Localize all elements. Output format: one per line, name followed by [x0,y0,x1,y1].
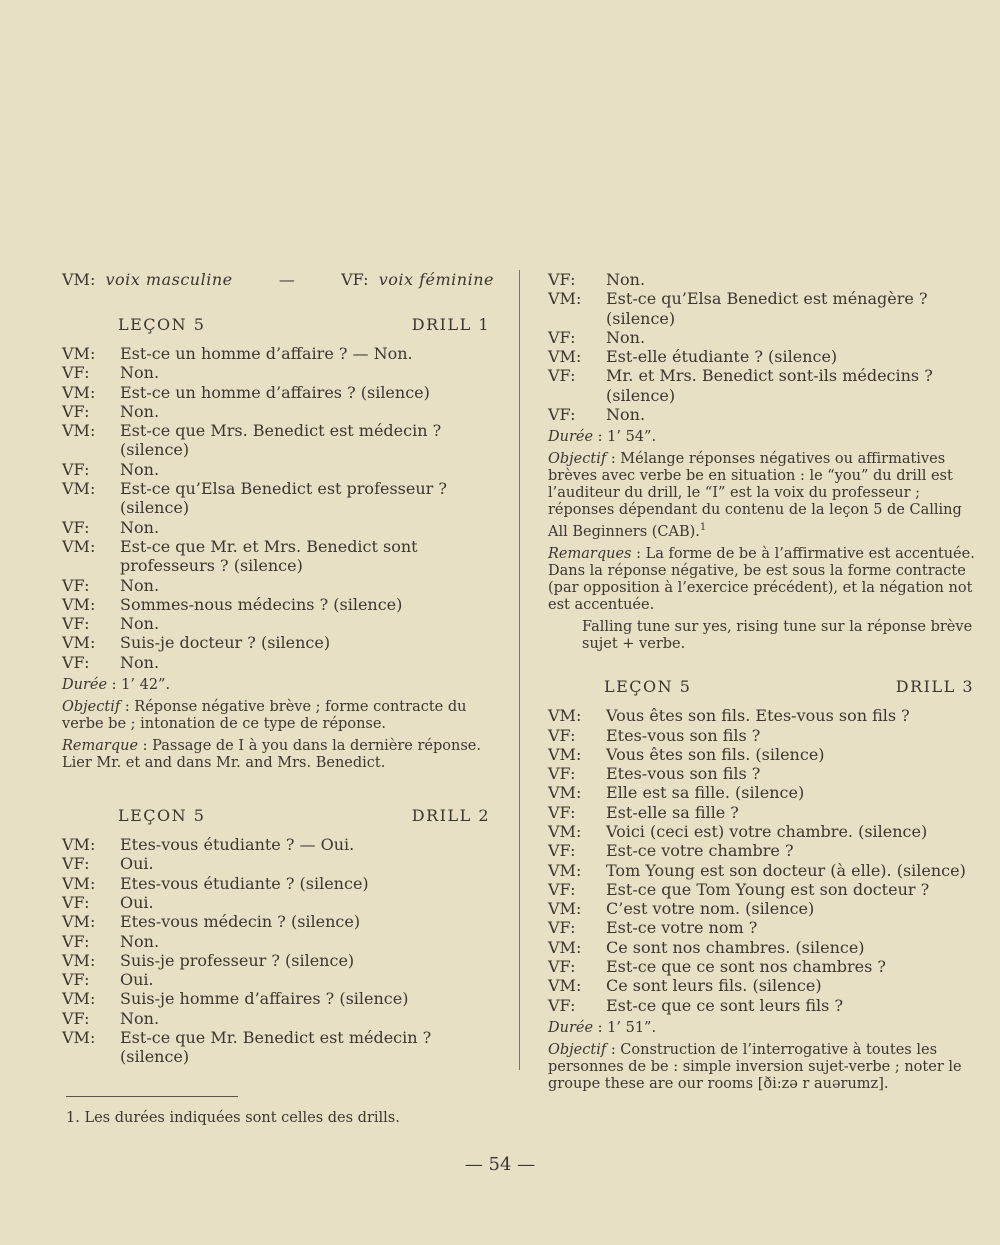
speaker-label: VM: [548,706,582,726]
speaker-label: VF: [548,995,576,1015]
speaker-label: VM: [548,347,582,367]
dialogue-line [62,614,494,633]
speaker-label: VF: [548,879,576,899]
dialogue-line [62,421,494,460]
dialogue-text: Oui. [120,854,154,874]
dialogue-text: Non. [120,517,160,537]
dialogue-line [548,803,978,822]
dialogue-line [548,996,978,1015]
drill2-remarques-2: Falling tune sur yes, rising tune sur la réponse brève sujet + verbe. [582,619,973,653]
dialogue-line [62,932,494,951]
speaker-label: VM: [62,421,96,441]
drill1-header [118,315,490,334]
dialogue-text: Etes-vous médecin ? (silence) [120,912,361,932]
dialogue-text: Etes-vous étudiante ? (silence) [120,873,369,893]
drill2-objectif: Objectif : Mélange réponses négatives ou affirmatives brèves avec verbe be en situation : le “you” du drill est l’auditeur du drill, le “I” est la voix du professeur ; réponses dépendant du contenu de la leçon 5 de Calling All Beginners (CAB).$^1$ [548,451,962,541]
dialogue-text: Non. [120,614,160,634]
dialogue-text: Etes-vous son fils ? [606,725,761,745]
drill1-objectif: Objectif : Réponse négative brève ; forme contracte du verbe be ; intonation de ce type de réponse. [62,699,467,733]
dialogue-line [62,576,494,595]
speaker-label: VF: [62,854,90,874]
dialogue-text: Mr. et Mrs. Benedict sont-ils médecins ? (silence) [606,366,933,405]
dialogue-line [62,653,494,672]
dialogue-line [548,289,978,328]
dialogue-line [62,383,494,402]
dialogue-text: Est-ce qu’Elsa Benedict est ménagère ? (silence) [606,289,928,328]
dialogue-line [548,706,978,725]
dialogue-text: Voici (ceci est) votre chambre. (silence) [606,821,928,841]
dialogue-line [62,537,494,576]
speaker-label: VM: [62,1028,96,1048]
dialogue-line [62,344,494,363]
dialogue-text: Etes-vous étudiante ? — Oui. [120,835,355,855]
dialogue-text: Est-ce que Mrs. Benedict est médecin ? (silence) [120,421,442,460]
dialogue-text: Non. [120,652,160,672]
drill1-number: DRILL 1 [411,315,490,334]
dialogue-text: Oui. [120,970,154,990]
speaker-label: VF: [62,931,90,951]
dialogue-text: Est-ce que ce sont nos chambres ? [606,957,886,977]
dialogue-text: Tom Young est son docteur (à elle). (silence) [606,860,966,880]
legend-dash: — [278,270,295,289]
legend-vf: VF: voix féminine [341,270,494,289]
dialogue-text: Est-ce que ce sont leurs fils ? [606,995,844,1015]
dialogue-line [62,874,494,893]
speaker-label: VM: [548,976,582,996]
speaker-label: VM: [62,950,96,970]
dialogue-line [548,270,978,289]
dialogue-line [548,918,978,937]
dialogue-line [548,841,978,860]
dialogue-line [62,402,494,421]
speaker-label: VF: [548,802,576,822]
speaker-label: VM: [62,912,96,932]
dialogue-line [62,989,494,1008]
speaker-label: VM: [62,382,96,402]
dialogue-line [62,951,494,970]
dialogue-line [62,363,494,382]
footnote: 1. Les durées indiquées sont celles des drills. [66,1110,400,1126]
dialogue-text: Est-ce qu’Elsa Benedict est professeur ? (silence) [120,479,447,518]
dialogue-line [548,745,978,764]
dialogue-text: Est-ce que Mr. Benedict est médecin ? (silence) [120,1028,432,1067]
drill3-lesson: LEÇON 5 [604,677,692,697]
dialogue-line [62,835,494,854]
speaker-label: VF: [62,892,90,912]
drill3-lines [548,706,978,1015]
drill2-number: DRILL 2 [411,806,490,826]
dialogue-line [548,726,978,745]
drill3-objectif: Objectif : Construction de l’interrogative à toutes les personnes de be : simple inversion sujet-verbe ; noter le groupe these are our rooms [ði:zə r auərumz]. [548,1041,962,1092]
dialogue-text: Suis-je homme d’affaires ? (silence) [120,989,409,1009]
dialogue-line [548,880,978,899]
dialogue-text: Suis-je docteur ? (silence) [120,633,331,653]
speaker-label: VM: [548,899,582,919]
dialogue-text: Est-ce que Mr. et Mrs. Benedict sont professeurs ? (silence) [120,536,418,576]
column-divider [519,270,520,1070]
dialogue-line [548,976,978,995]
speaker-label: VF: [548,841,576,861]
dialogue-text: Non. [606,270,646,289]
dialogue-line [62,970,494,989]
speaker-label: VF: [62,363,90,383]
speaker-label: VM: [548,937,582,957]
dialogue-line [548,366,978,405]
dialogue-text: Ce sont nos chambres. (silence) [606,937,865,957]
dialogue-text: Est-ce un homme d’affaires ? (silence) [120,382,430,402]
speaker-label: VF: [548,270,576,289]
speaker-label: VM: [548,821,582,841]
drill2-duree: Durée : 1’ 54”. [548,429,657,446]
dialogue-line [62,854,494,873]
drill2-lines [62,835,494,1067]
dialogue-line [62,1009,494,1028]
speaker-label: VF: [548,327,576,347]
speaker-label: VF: [548,366,576,386]
dialogue-text: Vous êtes son fils. (silence) [606,744,825,764]
dialogue-text: Non. [606,327,646,347]
speaker-label: VF: [548,725,576,745]
voice-legend [62,270,494,289]
dialogue-text: Sommes-nous médecins ? (silence) [120,594,403,614]
drill1-lesson: LEÇON 5 [118,315,206,334]
speaker-label: VM: [62,536,96,556]
dialogue-text: Non. [120,1008,160,1028]
speaker-label: VF: [548,764,576,784]
dialogue-text: Vous êtes son fils. Etes-vous son fils ? [606,706,910,726]
dialogue-text: Oui. [120,892,154,912]
dialogue-text: Est-ce un homme d’affaire ? — Non. [120,344,413,363]
speaker-label: VF: [62,401,90,421]
dialogue-text: Est-ce votre chambre ? [606,841,794,861]
dialogue-line [548,822,978,841]
dialogue-line [548,861,978,880]
page-number: — 54 — [464,1154,536,1175]
dialogue-line [62,518,494,537]
speaker-label: VM: [548,744,582,764]
speaker-label: VM: [62,344,96,363]
dialogue-line [548,938,978,957]
dialogue-line [548,899,978,918]
drill3-header [604,677,974,696]
dialogue-text: Est-elle étudiante ? (silence) [606,347,838,367]
dialogue-line [548,957,978,976]
dialogue-line [548,764,978,783]
speaker-label: VM: [62,479,96,499]
speaker-label: VF: [548,957,576,977]
dialogue-line [62,460,494,479]
dialogue-text: Ce sont leurs fils. (silence) [606,976,822,996]
dialogue-text: Est-elle sa fille ? [606,802,739,822]
speaker-label: VF: [62,1008,90,1028]
speaker-label: VM: [548,783,582,803]
dialogue-text: Suis-je professeur ? (silence) [120,950,355,970]
dialogue-text: Non. [120,363,160,383]
dialogue-line [62,633,494,652]
speaker-label: VM: [62,873,96,893]
dialogue-line [548,405,978,424]
speaker-label: VF: [62,459,90,479]
drill3-number: DRILL 3 [895,677,974,697]
dialogue-line [62,595,494,614]
dialogue-text: Non. [120,401,160,421]
dialogue-line [548,347,978,366]
left-column [62,270,494,1067]
dialogue-line [62,893,494,912]
speaker-label: VF: [548,918,576,938]
drill1-remarque: Remarque : Passage de I à you dans la dernière réponse. Lier Mr. et and dans Mr. and Mrs. Benedict. [62,738,481,772]
speaker-label: VM: [548,289,582,309]
drill1-duree: Durée : 1’ 42”. [62,677,171,694]
speaker-label: VM: [62,835,96,855]
dialogue-line [62,912,494,931]
dialogue-text: Non. [120,575,160,595]
speaker-label: VF: [62,614,90,634]
speaker-label: VF: [62,517,90,537]
dialogue-text: Etes-vous son fils ? [606,764,761,784]
legend-vm: VM: voix masculine [62,270,233,289]
speaker-label: VF: [62,575,90,595]
drill1-lines [62,344,494,672]
speaker-label: VM: [62,594,96,614]
dialogue-text: Non. [120,931,160,951]
dialogue-line [548,783,978,802]
dialogue-line [62,1028,494,1067]
dialogue-text: Elle est sa fille. (silence) [606,783,805,803]
dialogue-text: Est-ce votre nom ? [606,918,758,938]
dialogue-text: Non. [606,405,646,425]
footnote-rule [66,1096,238,1097]
speaker-label: VM: [62,633,96,653]
speaker-label: VF: [62,652,90,672]
drill3-duree: Durée : 1’ 51”. [548,1019,657,1036]
dialogue-line [548,328,978,347]
drill2-continued-lines [548,270,978,424]
speaker-label: VF: [62,970,90,990]
drill2-lesson: LEÇON 5 [118,806,206,826]
dialogue-text: Est-ce que Tom Young est son docteur ? [606,879,930,899]
speaker-label: VF: [548,405,576,425]
dialogue-text: Non. [120,459,160,479]
dialogue-text: C’est votre nom. (silence) [606,899,815,919]
speaker-label: VM: [548,860,582,880]
dialogue-line [62,479,494,518]
drill2-remarques: Remarques : La forme de be à l’affirmative est accentuée. Dans la réponse négative, be est sous la forme contracte (par opposition à l’exercice précédent), et la négation not est accentuée. [548,546,975,614]
right-column [548,270,978,1093]
speaker-label: VM: [62,989,96,1009]
footnote-mark: 1 [699,522,707,534]
drill2-header [118,806,490,825]
